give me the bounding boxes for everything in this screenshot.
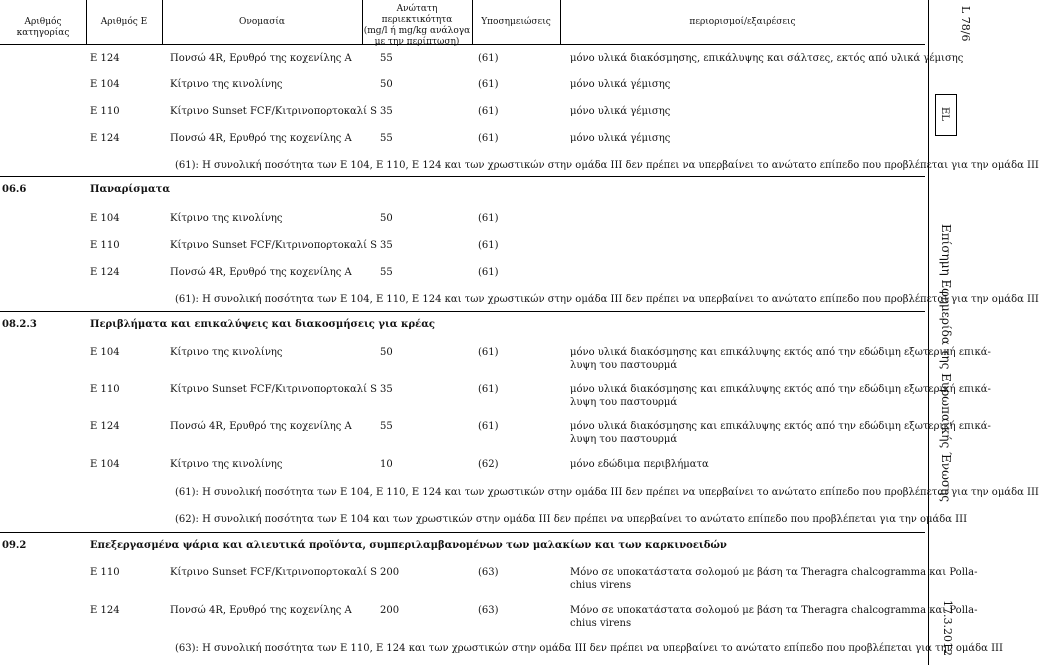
category-code: 09.2 bbox=[2, 540, 27, 551]
footnote-ref: (61) bbox=[478, 240, 499, 251]
e-number: E 124 bbox=[90, 605, 120, 616]
additive-name: Κίτρινο Sunset FCF/Κιτρινοπορτοκαλί S bbox=[170, 240, 378, 251]
additive-name: Πονσώ 4R, Ερυθρό της κοχενίλης Α bbox=[170, 267, 352, 278]
restriction: μόνο υλικά γέμισης bbox=[570, 106, 671, 117]
header-max bbox=[362, 4, 472, 48]
e-number: E 124 bbox=[90, 267, 120, 278]
max-level: 50 bbox=[380, 79, 393, 90]
additive-name: Κίτρινο Sunset FCF/Κιτρινοπορτοκαλί S bbox=[170, 567, 378, 578]
footnote-text: (62): Η συνολική ποσότητα των E 104 και των χρωστικών στην ομάδα III δεν πρέπει να υπερβαίνει το ανώτατο επίπεδο που προβλέπεται για την ομάδα III bbox=[175, 514, 968, 525]
additive-name: Πονσώ 4R, Ερυθρό της κοχενίλης Α bbox=[170, 133, 352, 144]
restriction: μόνο υλικά διακόσμησης και επικάλυψης εκτός από την εδώδιμη εξωτερική επικά- bbox=[570, 421, 991, 432]
header-max-line2: (mg/l ή mg/kg ανάλογα bbox=[363, 26, 471, 36]
restriction: λυψη του παστουρμά bbox=[570, 360, 678, 371]
e-number: E 110 bbox=[90, 567, 120, 578]
additive-name: Κίτρινο της κινολίνης bbox=[170, 79, 283, 90]
restriction: λυψη του παστουρμά bbox=[570, 434, 678, 445]
footnote-text: (61): Η συνολική ποσότητα των E 104, E 110, E 124 και των χρωστικών στην ομάδα III δεν πρέπει να υπερβαίνει το ανώτατο επίπεδο που προβλέπεται για την ομάδα III bbox=[175, 294, 1039, 305]
max-level: 55 bbox=[380, 421, 393, 432]
footnote-text: (61): Η συνολική ποσότητα των E 104, E 110, E 124 και των χρωστικών στην ομάδα III δεν πρέπει να υπερβαίνει το ανώτατο επίπεδο που προβλέπεται για την ομάδα III bbox=[175, 160, 1039, 171]
restriction: chius virens bbox=[570, 580, 632, 591]
category-separator bbox=[0, 176, 925, 177]
category-code: 06.6 bbox=[2, 184, 27, 195]
restriction: μόνο υλικά διακόσμησης και επικάλυψης εκτός από την εδώδιμη εξωτερική επικά- bbox=[570, 384, 991, 395]
restriction: chius virens bbox=[570, 618, 632, 629]
category-title: Επεξεργασμένα ψάρια και αλιευτικά προϊόντα, συμπεριλαμβανομένων των μαλακίων και των καρκινοειδών bbox=[90, 540, 727, 551]
header-notes: Υποσημειώσεις bbox=[481, 17, 551, 27]
restriction: μόνο υλικά γέμισης bbox=[570, 133, 671, 144]
max-level: 10 bbox=[380, 459, 393, 470]
max-level: 35 bbox=[380, 106, 393, 117]
footnote-ref: (61) bbox=[478, 384, 499, 395]
max-level: 35 bbox=[380, 240, 393, 251]
e-number: E 104 bbox=[90, 213, 120, 224]
footnote-ref: (61) bbox=[478, 421, 499, 432]
max-level: 55 bbox=[380, 267, 393, 278]
max-level: 35 bbox=[380, 384, 393, 395]
e-number: E 104 bbox=[90, 347, 120, 358]
restriction: Μόνο σε υποκατάστατα σολομού με βάση τα Theragra chalcogramma και Polla- bbox=[570, 567, 978, 578]
restriction: μόνο εδώδιμα περιβλήματα bbox=[570, 459, 709, 470]
max-level: 200 bbox=[380, 605, 400, 616]
e-number: E 110 bbox=[90, 240, 120, 251]
header-name: Ονομασία bbox=[239, 17, 285, 27]
additive-name: Κίτρινο της κινολίνης bbox=[170, 459, 283, 470]
language-label: EL bbox=[939, 107, 950, 121]
header-divider bbox=[362, 0, 363, 44]
additive-name: Πονσώ 4R, Ερυθρό της κοχενίλης Α bbox=[170, 53, 352, 64]
footnote-ref: (61) bbox=[478, 106, 499, 117]
footnote-ref: (61) bbox=[478, 79, 499, 90]
header-restrictions: περιορισμοί/εξαιρέσεις bbox=[689, 17, 796, 27]
header-max-line1: Ανώτατη περιεκτικότητα bbox=[381, 4, 453, 25]
additive-name: Κίτρινο της κινολίνης bbox=[170, 347, 283, 358]
footnote-ref: (63) bbox=[478, 567, 499, 578]
category-separator bbox=[0, 311, 925, 312]
additive-name: Πονσώ 4R, Ερυθρό της κοχενίλης Α bbox=[170, 605, 352, 616]
table-header bbox=[0, 0, 925, 45]
max-level: 55 bbox=[380, 133, 393, 144]
e-number: E 124 bbox=[90, 421, 120, 432]
footnote-ref: (61) bbox=[478, 133, 499, 144]
footnote-text: (61): Η συνολική ποσότητα των E 104, E 110, E 124 και των χρωστικών στην ομάδα III δεν πρέπει να υπερβαίνει το ανώτατο επίπεδο που προβλέπεται για την ομάδα III bbox=[175, 487, 1039, 498]
footnote-ref: (61) bbox=[478, 53, 499, 64]
restriction: μόνο υλικά γέμισης bbox=[570, 79, 671, 90]
e-number: E 104 bbox=[90, 459, 120, 470]
footnote-ref: (63) bbox=[478, 605, 499, 616]
footnote-text: (63): Η συνολική ποσότητα των E 110, E 124 και των χρωστικών στην ομάδα III δεν πρέπει να υπερβαίνει το ανώτατο επίπεδο που προβλέπεται για την ομάδα III bbox=[175, 643, 1003, 654]
e-number: E 110 bbox=[90, 384, 120, 395]
header-enumber: Αριθμός Ε bbox=[100, 17, 148, 27]
restriction: μόνο υλικά διακόσμησης και επικάλυψης εκτός από την εδώδιμη εξωτερική επικά- bbox=[570, 347, 991, 358]
oj-code: L 78/6 bbox=[959, 6, 972, 42]
max-level: 50 bbox=[380, 347, 393, 358]
restriction: μόνο υλικά διακόσμησης, επικάλυψης και σάλτσες, εκτός από υλικά γέμισης bbox=[570, 53, 964, 64]
additive-name: Κίτρινο της κινολίνης bbox=[170, 213, 283, 224]
header-max-line3: με την περίπτωση) bbox=[374, 37, 460, 47]
e-number: E 110 bbox=[90, 106, 120, 117]
header-divider bbox=[560, 0, 561, 44]
category-separator bbox=[0, 532, 925, 533]
footnote-ref: (62) bbox=[478, 459, 499, 470]
category-code: 08.2.3 bbox=[2, 319, 37, 330]
e-number: E 124 bbox=[90, 53, 120, 64]
additive-name: Κίτρινο Sunset FCF/Κιτρινοπορτοκαλί S bbox=[170, 106, 378, 117]
journal-title: Επίσημη Εφημερίδα της Ευρωπαϊκής Ένωσης bbox=[939, 224, 953, 502]
header-divider bbox=[86, 0, 87, 44]
header-divider bbox=[472, 0, 473, 44]
e-number: E 124 bbox=[90, 133, 120, 144]
additive-name: Πονσώ 4R, Ερυθρό της κοχενίλης Α bbox=[170, 421, 352, 432]
category-title: Παναρίσματα bbox=[90, 184, 171, 195]
publication-date: 17.3.2012 bbox=[941, 600, 954, 656]
header-category: Αριθμός κατηγορίας bbox=[16, 17, 70, 38]
max-level: 200 bbox=[380, 567, 400, 578]
header-divider bbox=[162, 0, 163, 44]
max-level: 50 bbox=[380, 213, 393, 224]
footnote-ref: (61) bbox=[478, 347, 499, 358]
e-number: E 104 bbox=[90, 79, 120, 90]
restriction: Μόνο σε υποκατάστατα σολομού με βάση τα Theragra chalcogramma και Polla- bbox=[570, 605, 978, 616]
footnote-ref: (61) bbox=[478, 267, 499, 278]
footnote-ref: (61) bbox=[478, 213, 499, 224]
language-box bbox=[935, 94, 957, 136]
additive-name: Κίτρινο Sunset FCF/Κιτρινοπορτοκαλί S bbox=[170, 384, 378, 395]
category-title: Περιβλήματα και επικαλύψεις και διακοσμήσεις για κρέας bbox=[90, 319, 435, 330]
max-level: 55 bbox=[380, 53, 393, 64]
restriction: λυψη του παστουρμά bbox=[570, 397, 678, 408]
